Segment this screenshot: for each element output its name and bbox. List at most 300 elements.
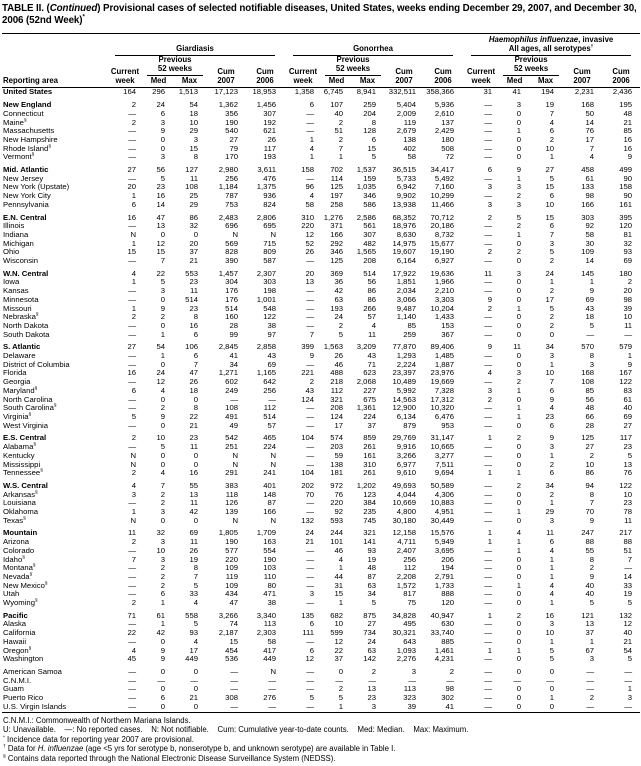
reporting-area-cell: Pacific bbox=[3, 610, 28, 620]
value-cell: 323 bbox=[403, 693, 417, 703]
value-cell: 0 bbox=[516, 628, 522, 638]
value-cell: 3 bbox=[589, 654, 595, 664]
value-cell: 23 bbox=[623, 442, 633, 452]
value-cell: 1,565 bbox=[356, 247, 377, 257]
value-cell: 310 bbox=[301, 212, 315, 222]
value-cell: 11 bbox=[190, 537, 198, 547]
value-cell: 1 bbox=[549, 693, 555, 703]
value-cell: 30 bbox=[585, 238, 595, 248]
value-cell: 1,293 bbox=[396, 351, 417, 361]
table-row bbox=[2, 136, 640, 145]
value-cell: 43 bbox=[305, 385, 315, 395]
value-cell: 57 bbox=[367, 312, 377, 322]
value-cell: 72 bbox=[445, 152, 455, 162]
value-cell: 6 bbox=[549, 537, 555, 547]
table-row bbox=[2, 352, 640, 361]
value-cell: 10 bbox=[189, 117, 198, 127]
value-cell: — bbox=[306, 545, 315, 555]
reporting-area-cell: Kansas bbox=[3, 286, 29, 296]
table-row bbox=[2, 529, 640, 538]
value-cell: 2 bbox=[487, 394, 493, 404]
value-cell: 24 bbox=[156, 368, 165, 378]
value-cell: 15 bbox=[156, 247, 165, 257]
value-cell: — bbox=[484, 173, 493, 183]
value-cell: 11 bbox=[624, 320, 633, 330]
table-row bbox=[2, 564, 640, 573]
value-cell: 3,611 bbox=[257, 165, 277, 175]
value-cell: N bbox=[270, 666, 277, 676]
value-cell: 11 bbox=[190, 173, 198, 183]
value-cell: 2 bbox=[160, 563, 165, 573]
value-cell: 514 bbox=[363, 268, 377, 278]
col-max: Max bbox=[537, 75, 554, 85]
value-cell: 34 bbox=[545, 342, 555, 352]
reporting-area-cell: Nebraska§ bbox=[3, 312, 39, 322]
value-cell: 6 bbox=[549, 126, 555, 136]
value-cell: N bbox=[232, 515, 238, 525]
value-cell: 0 bbox=[516, 701, 522, 711]
reporting-area-cell: U.S. Virgin Islands bbox=[3, 701, 67, 711]
value-cell: 587 bbox=[263, 256, 277, 266]
value-cell: 0 bbox=[338, 666, 344, 676]
value-cell: — bbox=[484, 450, 493, 460]
value-cell: 3 bbox=[516, 368, 522, 378]
value-cell: — bbox=[128, 580, 136, 590]
value-cell: 30,449 bbox=[430, 515, 455, 525]
value-cell: 10 bbox=[623, 312, 633, 322]
value-cell: 9 bbox=[516, 165, 522, 175]
value-cell: 19,190 bbox=[430, 247, 455, 257]
value-cell: 10,883 bbox=[430, 498, 455, 508]
value-cell: 1,513 bbox=[178, 87, 198, 97]
value-cell: 5 bbox=[371, 152, 377, 162]
value-cell: 119 bbox=[403, 117, 417, 127]
value-cell: — bbox=[230, 675, 238, 685]
value-cell: — bbox=[128, 377, 136, 387]
value-cell: 3 bbox=[516, 182, 522, 192]
value-cell: 29,769 bbox=[392, 433, 417, 443]
value-cell: 1,140 bbox=[396, 312, 417, 322]
value-cell: 1,887 bbox=[434, 359, 455, 369]
value-cell: 0 bbox=[160, 359, 165, 369]
value-cell: — bbox=[484, 636, 493, 646]
value-cell: 0 bbox=[193, 450, 198, 460]
value-cell: 2,009 bbox=[396, 108, 417, 118]
value-cell: 33 bbox=[189, 589, 198, 599]
value-cell: 76 bbox=[334, 489, 344, 499]
value-cell: 1 bbox=[338, 598, 344, 608]
col-previous-52-weeks: Previous 52 weeks bbox=[500, 56, 562, 76]
reporting-area-cell: Virginia§ bbox=[3, 412, 32, 421]
value-cell: 0 bbox=[516, 286, 522, 296]
col-current-week: Current week bbox=[288, 66, 318, 85]
value-cell: 19 bbox=[189, 554, 198, 564]
value-cell: 7,511 bbox=[435, 459, 455, 469]
value-cell: 40 bbox=[334, 108, 344, 118]
value-cell: 7,160 bbox=[434, 182, 455, 192]
value-cell: 11,466 bbox=[431, 199, 455, 209]
value-cell: — bbox=[306, 173, 315, 183]
value-cell: 586 bbox=[363, 199, 377, 209]
value-cell: 0 bbox=[160, 320, 165, 330]
value-cell: 5,404 bbox=[396, 100, 417, 110]
value-cell: 2 bbox=[516, 433, 522, 443]
value-cell: 58 bbox=[267, 636, 277, 646]
value-cell: 3 bbox=[549, 442, 555, 452]
value-cell: 1,433 bbox=[434, 312, 455, 322]
value-cell: 98 bbox=[585, 191, 595, 201]
value-cell: 117 bbox=[619, 433, 633, 443]
value-cell: 514 bbox=[263, 412, 277, 421]
table-row bbox=[2, 313, 640, 322]
value-cell: 2 bbox=[160, 312, 165, 322]
value-cell: 4 bbox=[160, 385, 165, 395]
value-cell: 125 bbox=[330, 182, 344, 192]
value-cell: 221 bbox=[301, 368, 315, 378]
value-cell: — bbox=[306, 320, 315, 330]
value-cell: 10,299 bbox=[430, 191, 455, 201]
value-cell: 0 bbox=[516, 498, 522, 508]
value-cell: 2,407 bbox=[396, 545, 417, 555]
value-cell: 402 bbox=[403, 143, 417, 153]
value-cell: 49 bbox=[229, 420, 238, 430]
reporting-area-cell: North Carolina bbox=[3, 394, 53, 404]
reporting-area-cell: Utah bbox=[3, 589, 20, 599]
value-cell: 56 bbox=[585, 394, 595, 404]
value-cell: 0 bbox=[549, 701, 555, 711]
reporting-area-cell: Mississippi bbox=[3, 459, 41, 469]
value-cell: 93 bbox=[189, 628, 198, 638]
value-cell: 5 bbox=[338, 693, 344, 703]
value-cell: 6 bbox=[549, 221, 555, 231]
value-cell: 3 bbox=[160, 507, 165, 517]
value-cell: 125 bbox=[330, 256, 344, 266]
value-cell: 384 bbox=[363, 498, 377, 508]
value-cell: 12 bbox=[305, 654, 315, 664]
value-cell: 9 bbox=[627, 152, 633, 162]
value-cell: 104 bbox=[301, 433, 315, 443]
value-cell: 10 bbox=[545, 143, 555, 153]
reporting-area-cell: American Samoa bbox=[3, 666, 62, 676]
value-cell: — bbox=[128, 221, 136, 231]
value-cell: 395 bbox=[619, 212, 633, 222]
value-cell: 2,791 bbox=[434, 571, 455, 581]
value-cell: 59 bbox=[334, 450, 344, 460]
value-cell: 0 bbox=[516, 459, 522, 469]
value-cell: 193 bbox=[263, 152, 277, 162]
value-cell: 15 bbox=[189, 143, 198, 153]
value-cell: 13 bbox=[623, 459, 633, 469]
value-cell: 5 bbox=[371, 598, 377, 608]
value-cell: 8,630 bbox=[396, 229, 417, 239]
value-cell: 197 bbox=[330, 191, 344, 201]
value-cell: 554 bbox=[263, 545, 277, 555]
value-cell: 21 bbox=[623, 636, 633, 646]
value-cell: 71 bbox=[367, 359, 377, 369]
reporting-area-cell: Indiana bbox=[3, 229, 29, 239]
value-cell: 1 bbox=[516, 468, 522, 478]
value-cell: 561 bbox=[363, 221, 377, 231]
reporting-area-cell: Iowa bbox=[3, 277, 20, 287]
value-cell: 29 bbox=[189, 126, 198, 136]
value-cell: 34 bbox=[545, 480, 555, 490]
table-row bbox=[2, 443, 640, 452]
value-cell: 21 bbox=[623, 117, 633, 127]
value-cell: 2 bbox=[627, 277, 633, 287]
value-cell: 2,679 bbox=[396, 126, 417, 136]
value-cell: 2 bbox=[131, 537, 136, 547]
reporting-area-cell: New England bbox=[3, 100, 52, 110]
value-cell: 5 bbox=[549, 654, 555, 664]
value-cell: 8 bbox=[589, 351, 595, 361]
value-cell: 307 bbox=[363, 229, 377, 239]
table-row bbox=[2, 612, 640, 621]
value-cell: 2,231 bbox=[574, 87, 595, 97]
value-cell: 41 bbox=[512, 87, 522, 97]
value-cell: 0 bbox=[516, 152, 522, 162]
value-cell: 21 bbox=[305, 537, 315, 547]
value-cell: 124 bbox=[301, 394, 315, 404]
value-cell: 266 bbox=[363, 303, 377, 313]
value-cell: 32 bbox=[189, 221, 198, 231]
value-cell: 44 bbox=[334, 571, 344, 581]
reporting-area-cell: Alaska bbox=[3, 619, 27, 629]
reporting-area-cell: Louisiana bbox=[3, 498, 36, 508]
value-cell: 0 bbox=[516, 420, 522, 430]
value-cell: 86 bbox=[367, 286, 377, 296]
value-cell: 12,158 bbox=[392, 528, 417, 538]
value-cell: 3 bbox=[160, 554, 165, 564]
value-cell: 124 bbox=[330, 412, 344, 421]
value-cell: 695 bbox=[263, 221, 277, 231]
value-cell: — bbox=[306, 420, 315, 430]
value-cell: 256 bbox=[263, 385, 277, 395]
value-cell: 113 bbox=[263, 619, 277, 629]
value-cell: 0 bbox=[160, 666, 165, 676]
value-cell: 11 bbox=[128, 528, 136, 538]
value-cell: — bbox=[484, 359, 493, 369]
value-cell: 21 bbox=[189, 693, 198, 703]
value-cell: 52 bbox=[305, 238, 315, 248]
table-row bbox=[2, 153, 640, 162]
value-cell: 5 bbox=[549, 303, 555, 313]
value-cell: 75 bbox=[407, 598, 417, 608]
value-cell: 111 bbox=[302, 628, 315, 638]
value-cell: 85 bbox=[407, 320, 417, 330]
value-cell: 40,947 bbox=[430, 610, 455, 620]
value-cell: 1 bbox=[160, 619, 165, 629]
reporting-area-cell: West Virginia bbox=[3, 420, 49, 430]
value-cell: 1,271 bbox=[218, 368, 238, 378]
value-cell: 1 bbox=[131, 303, 136, 313]
reporting-area-cell: New Jersey bbox=[3, 173, 44, 183]
value-cell: 125 bbox=[581, 433, 595, 443]
value-cell: 86 bbox=[585, 468, 595, 478]
value-cell: 0 bbox=[549, 666, 555, 676]
value-cell: 132 bbox=[619, 610, 633, 620]
value-cell: 37 bbox=[189, 247, 198, 257]
value-cell: — bbox=[230, 701, 238, 711]
value-cell: 471 bbox=[263, 589, 277, 599]
table-row bbox=[2, 231, 640, 240]
value-cell: — bbox=[484, 312, 493, 322]
value-cell: 123 bbox=[363, 489, 377, 499]
reporting-area-cell: Kentucky bbox=[3, 450, 35, 460]
value-cell: 0 bbox=[193, 666, 198, 676]
value-cell: 1,966 bbox=[434, 277, 455, 287]
value-cell: 0 bbox=[516, 666, 522, 676]
value-cell: 558 bbox=[185, 610, 198, 620]
value-cell: 1 bbox=[131, 277, 136, 287]
value-cell: 29 bbox=[189, 199, 198, 209]
value-cell: 570 bbox=[581, 342, 595, 352]
value-cell: — bbox=[484, 100, 493, 110]
value-cell: 4 bbox=[549, 589, 555, 599]
value-cell: 6 bbox=[193, 329, 198, 339]
value-cell: 0 bbox=[516, 294, 522, 304]
value-cell: 1 bbox=[487, 537, 493, 547]
value-cell: 276 bbox=[263, 693, 277, 703]
value-cell: 5 bbox=[516, 212, 522, 222]
value-cell: 4 bbox=[160, 468, 165, 478]
table-row bbox=[2, 469, 640, 478]
value-cell: 259 bbox=[403, 329, 417, 339]
value-cell: 514 bbox=[185, 294, 198, 304]
table-row bbox=[2, 331, 640, 340]
table-row bbox=[2, 508, 640, 517]
table-row bbox=[2, 556, 640, 565]
value-cell: 0 bbox=[516, 117, 522, 127]
value-cell: — bbox=[624, 329, 633, 339]
value-cell: — bbox=[484, 351, 493, 361]
value-cell: 18,953 bbox=[252, 87, 277, 97]
value-cell: 56 bbox=[367, 277, 377, 287]
value-cell: 2,068 bbox=[356, 377, 377, 387]
value-cell: 20 bbox=[189, 238, 198, 248]
value-cell: 54 bbox=[623, 645, 633, 655]
value-cell: 0 bbox=[516, 636, 522, 646]
value-cell: 10 bbox=[623, 489, 633, 499]
value-cell: 0 bbox=[516, 351, 522, 361]
reporting-area-cell: Arizona bbox=[3, 537, 30, 547]
value-cell: 2 bbox=[160, 403, 165, 413]
value-cell: 7 bbox=[589, 498, 595, 508]
value-cell: — bbox=[484, 403, 493, 413]
value-cell: — bbox=[128, 152, 136, 162]
value-cell: 23 bbox=[623, 498, 633, 508]
value-cell: 7 bbox=[549, 108, 555, 118]
value-cell: 3 bbox=[516, 199, 522, 209]
value-cell: 0 bbox=[516, 442, 522, 452]
table-row bbox=[2, 499, 640, 508]
value-cell: — bbox=[306, 636, 315, 646]
value-cell: 3,266 bbox=[396, 450, 417, 460]
value-cell: 1 bbox=[589, 636, 595, 646]
value-cell: 4,044 bbox=[396, 489, 417, 499]
value-cell: — bbox=[306, 412, 315, 421]
value-cell: — bbox=[484, 598, 493, 608]
value-cell: — bbox=[484, 143, 493, 153]
value-cell: 1 bbox=[589, 277, 595, 287]
value-cell: 296 bbox=[152, 87, 165, 97]
value-cell: — bbox=[128, 394, 136, 404]
value-cell: 158 bbox=[301, 165, 315, 175]
value-cell: 6 bbox=[160, 693, 165, 703]
value-cell: 85 bbox=[585, 385, 595, 395]
value-cell: 3 bbox=[487, 182, 493, 192]
value-cell: 1,375 bbox=[256, 182, 277, 192]
value-cell: — bbox=[484, 117, 493, 127]
value-cell: 34,828 bbox=[392, 610, 417, 620]
value-cell: 2 bbox=[338, 134, 344, 144]
value-cell: 2 bbox=[516, 610, 522, 620]
reporting-area-cell: Nevada§ bbox=[3, 571, 33, 581]
value-cell: 86 bbox=[367, 294, 377, 304]
value-cell: 11 bbox=[546, 528, 555, 538]
value-cell: 2 bbox=[131, 468, 136, 478]
value-cell: — bbox=[128, 294, 136, 304]
value-cell: 6 bbox=[371, 134, 377, 144]
value-cell: N bbox=[232, 459, 238, 469]
value-cell: 953 bbox=[441, 420, 455, 430]
value-cell: 292 bbox=[330, 238, 344, 248]
value-cell: 0 bbox=[516, 108, 522, 118]
value-cell: 3 bbox=[516, 268, 522, 278]
value-cell: 465 bbox=[263, 433, 277, 443]
value-cell: 4 bbox=[589, 152, 595, 162]
value-cell: 0 bbox=[516, 619, 522, 629]
table-row bbox=[2, 620, 640, 629]
value-cell: 4 bbox=[309, 191, 315, 201]
value-cell: 1 bbox=[160, 598, 165, 608]
value-cell: 16 bbox=[189, 468, 198, 478]
value-cell: 675 bbox=[363, 394, 377, 404]
value-cell: 6 bbox=[549, 420, 555, 430]
value-cell: 0 bbox=[516, 589, 522, 599]
value-cell: 499 bbox=[619, 165, 633, 175]
value-cell: — bbox=[190, 675, 198, 685]
value-cell: 10,204 bbox=[430, 303, 455, 313]
value-cell: 6 bbox=[487, 165, 493, 175]
value-cell: 4 bbox=[131, 480, 136, 490]
reporting-area-cell: South Carolina§ bbox=[3, 403, 57, 413]
table-row bbox=[2, 127, 640, 136]
value-cell: 2 bbox=[549, 459, 555, 469]
value-cell: 208 bbox=[330, 403, 344, 413]
value-cell: 4 bbox=[193, 636, 198, 646]
value-cell: — bbox=[230, 666, 238, 676]
col-med: Med bbox=[506, 75, 523, 85]
value-cell: 2 bbox=[131, 312, 136, 322]
reporting-area-cell: New York City bbox=[3, 191, 51, 201]
value-cell: 224 bbox=[263, 442, 277, 452]
value-cell: 88 bbox=[623, 537, 633, 547]
value-cell: 218 bbox=[330, 377, 344, 387]
value-cell: — bbox=[484, 701, 493, 711]
value-cell: 5,949 bbox=[434, 537, 455, 547]
value-cell: 696 bbox=[225, 221, 238, 231]
value-cell: — bbox=[484, 545, 493, 555]
value-cell: — bbox=[306, 312, 315, 322]
value-cell: — bbox=[484, 571, 493, 581]
value-cell: N bbox=[130, 515, 136, 525]
value-cell: 176 bbox=[225, 294, 238, 304]
value-cell: 12,900 bbox=[392, 403, 417, 413]
value-cell: 49,693 bbox=[392, 480, 417, 490]
footnote-line: † Data for H. influenzae (age <5 yrs for serotype b, nonserotype b, and unknown serotype) are available in Table I. bbox=[3, 744, 396, 754]
value-cell: 164 bbox=[123, 87, 136, 97]
value-cell: — bbox=[128, 403, 136, 413]
